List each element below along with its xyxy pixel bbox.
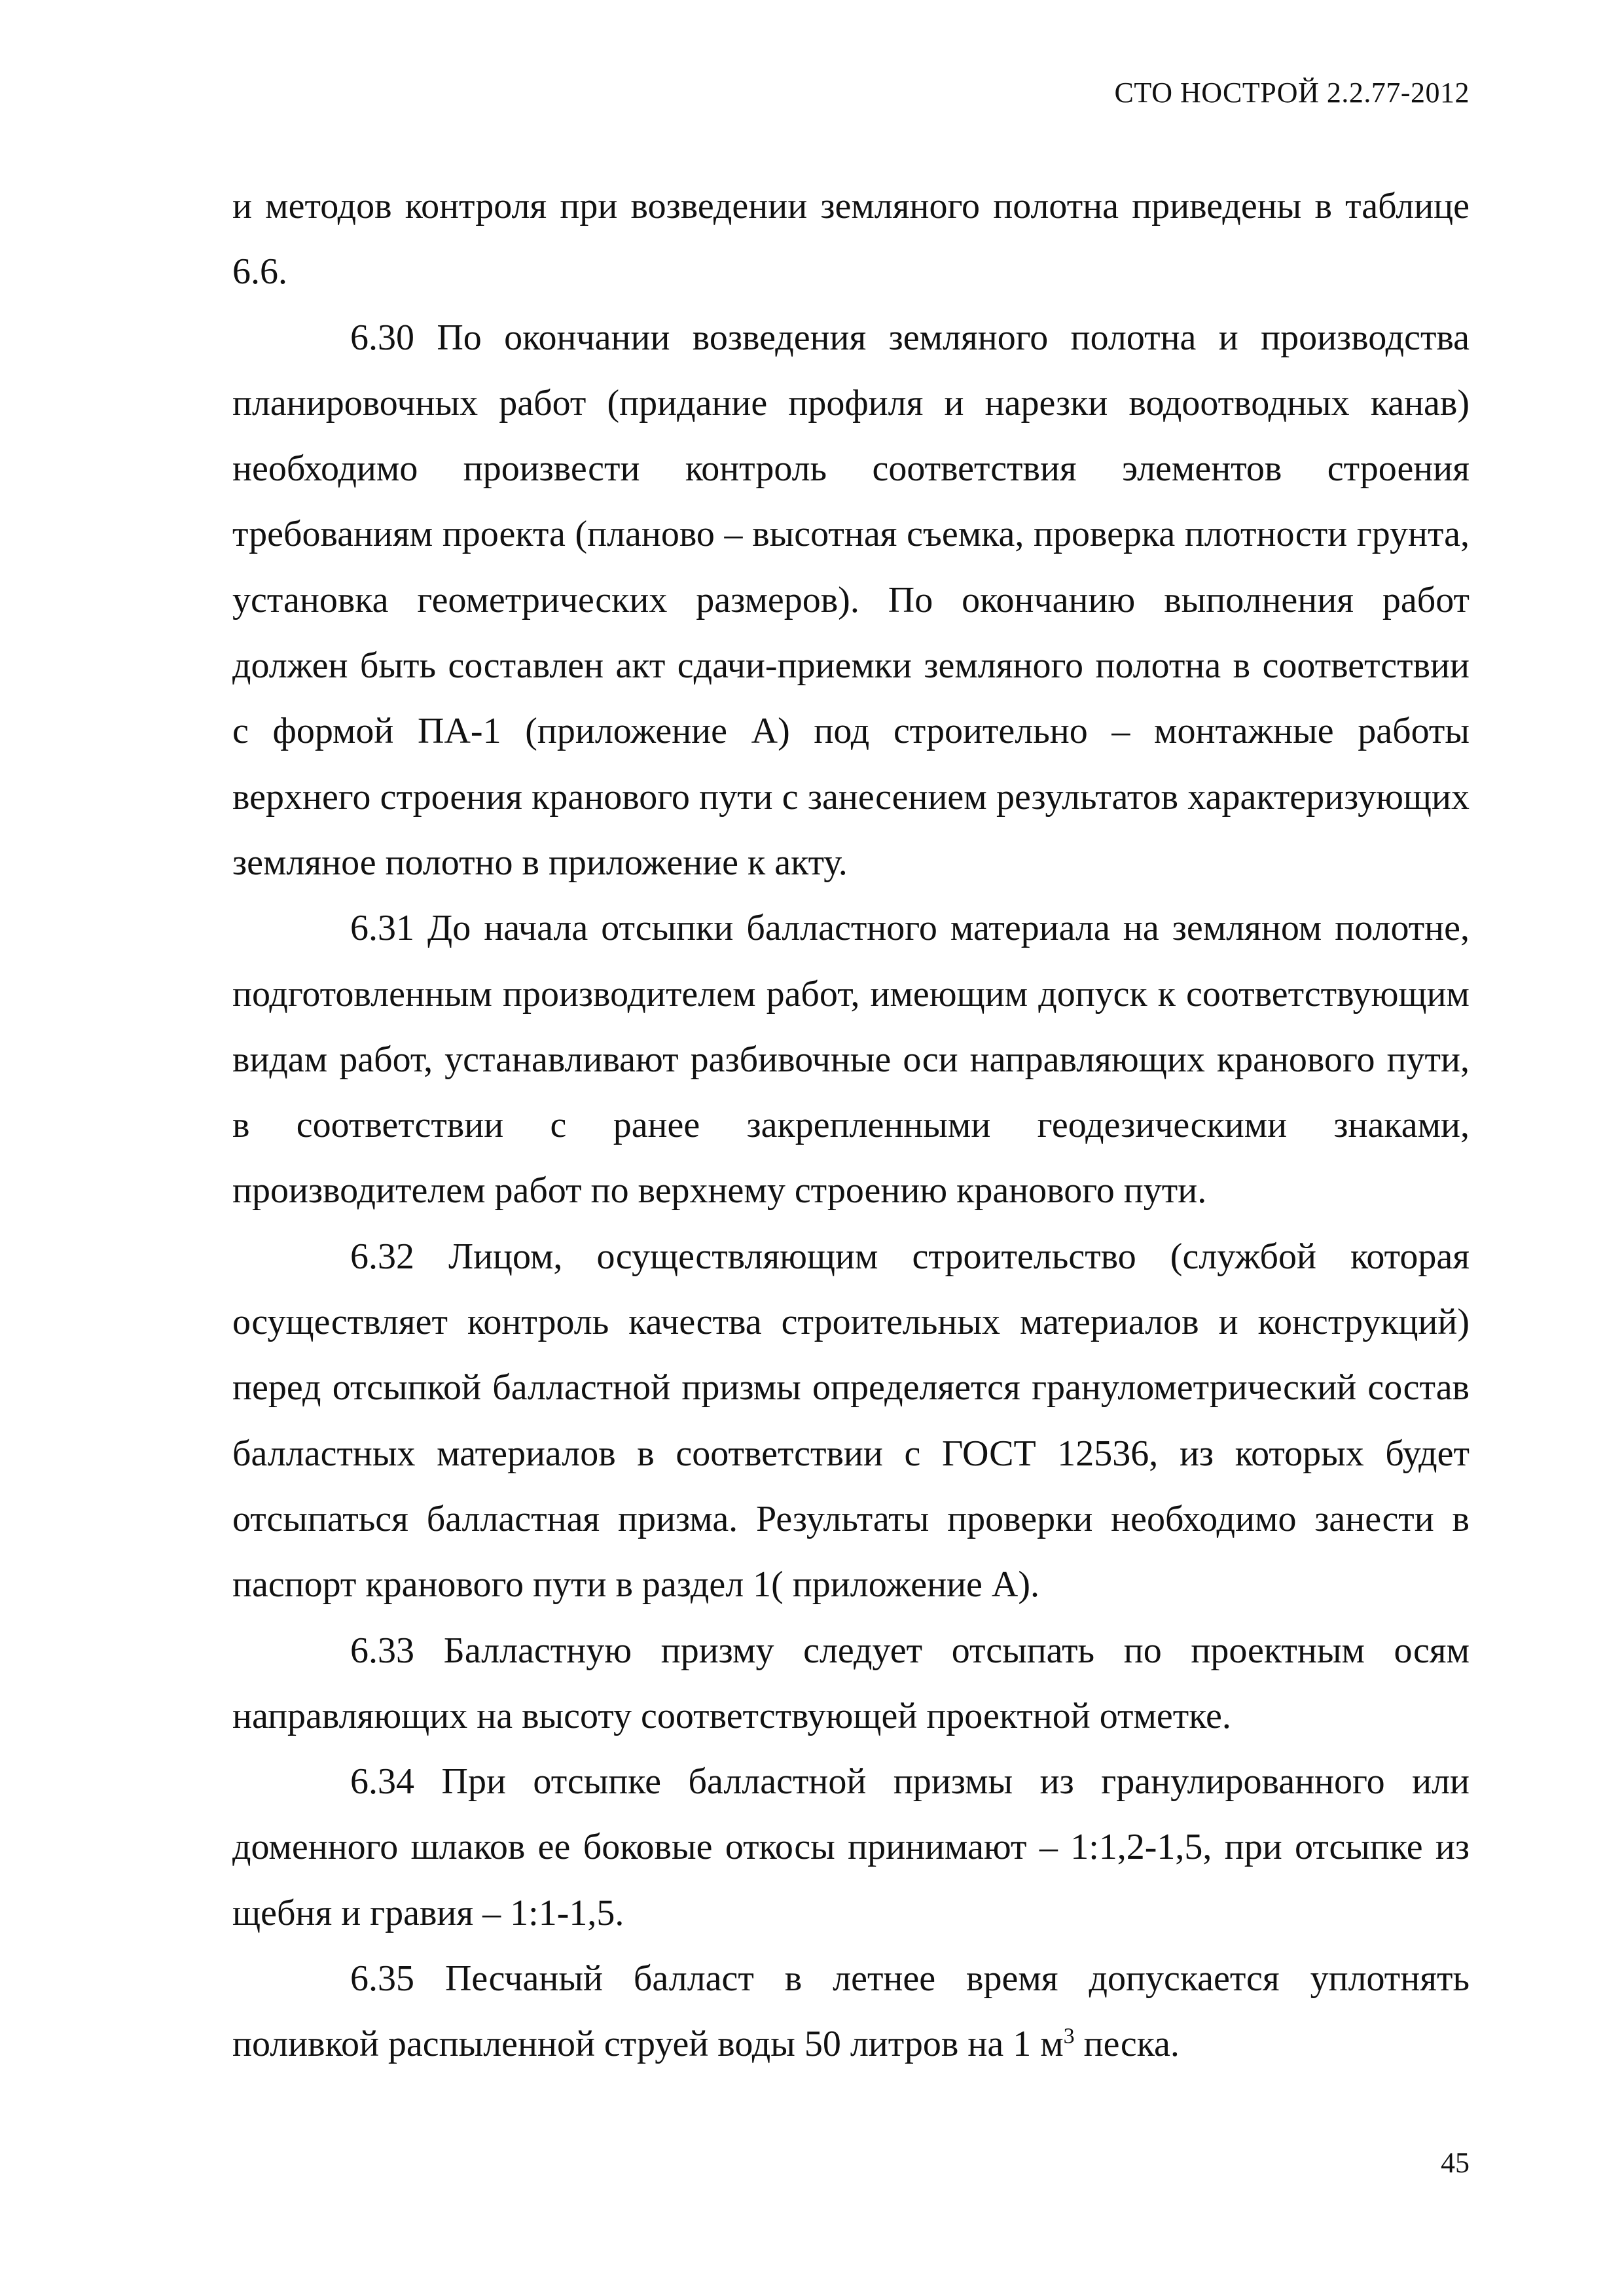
page-number: 45 (1441, 2147, 1470, 2179)
document-code-header: СТО НОСТРОЙ 2.2.77-2012 (1114, 77, 1470, 109)
cubic-superscript: 3 (1063, 2024, 1075, 2049)
paragraph-6-32: 6.32 Лицом, осуществляющим строительство (службой которая осуществляет контроль качества строительных материалов и конструкций) перед отсыпкой балластной призмы определяется гранулометрический состав балластных материалов в соответствии с ГОСТ 12536, из которых будет отсыпаться балластная призма. Результаты проверки необходимо занести в паспорт кранового пути в раздел 1( приложение А). (232, 1236, 1470, 1605)
paragraph-6-30: 6.30 По окончании возведения земляного полотна и производства планировочных работ (придание профиля и нарезки водоотводных канав) необходимо произвести контроль соответствия элементов строения требованиям проекта (планово – высотная съемка, проверка плотности грунта, установка геометрических размеров). По окончанию выполнения работ должен быть составлен акт сдачи-приемки земляного полотна в соответствии с формой ПА-1 (приложение А) под строительно – монтажные работы верхнего строения кранового пути с занесением результатов характеризующих земляное полотно в приложение к акту. (232, 317, 1470, 883)
paragraph-6-35-text-after: песка. (1074, 2024, 1180, 2065)
paragraph-6-35 (232, 1946, 1470, 2077)
paragraph-6-34: 6.34 При отсыпке балластной призмы из гранулированного или доменного шлаков ее боковые откосы принимают – 1:1,2-1,5, при отсыпке из щебня и гравия – 1:1-1,5. (232, 1761, 1470, 1933)
paragraph-6-35-text-before: 6.35 Песчаный балласт в летнее время допускается уплотнять поливкой распыленной струей воды 50 литров на 1 м (232, 1958, 1470, 2065)
paragraph-6-31: 6.31 До начала отсыпки балластного материала на земляном полотне, подготовленным производителем работ, имеющим допуск к соответствующим видам работ, устанавливают разбивочные оси направляющих кранового пути, в соответствии с ранее закрепленными геодезическими знаками, производителем работ по верхнему строению кранового пути. (232, 908, 1470, 1211)
paragraph-continuation: и методов контроля при возведении земляного полотна приведены в таблице 6.6. (232, 186, 1470, 293)
document-body (232, 173, 1470, 2077)
paragraph-6-33: 6.33 Балластную призму следует отсыпать по проектным осям направляющих на высоту соответствующей проектной отметке. (232, 1630, 1470, 1736)
